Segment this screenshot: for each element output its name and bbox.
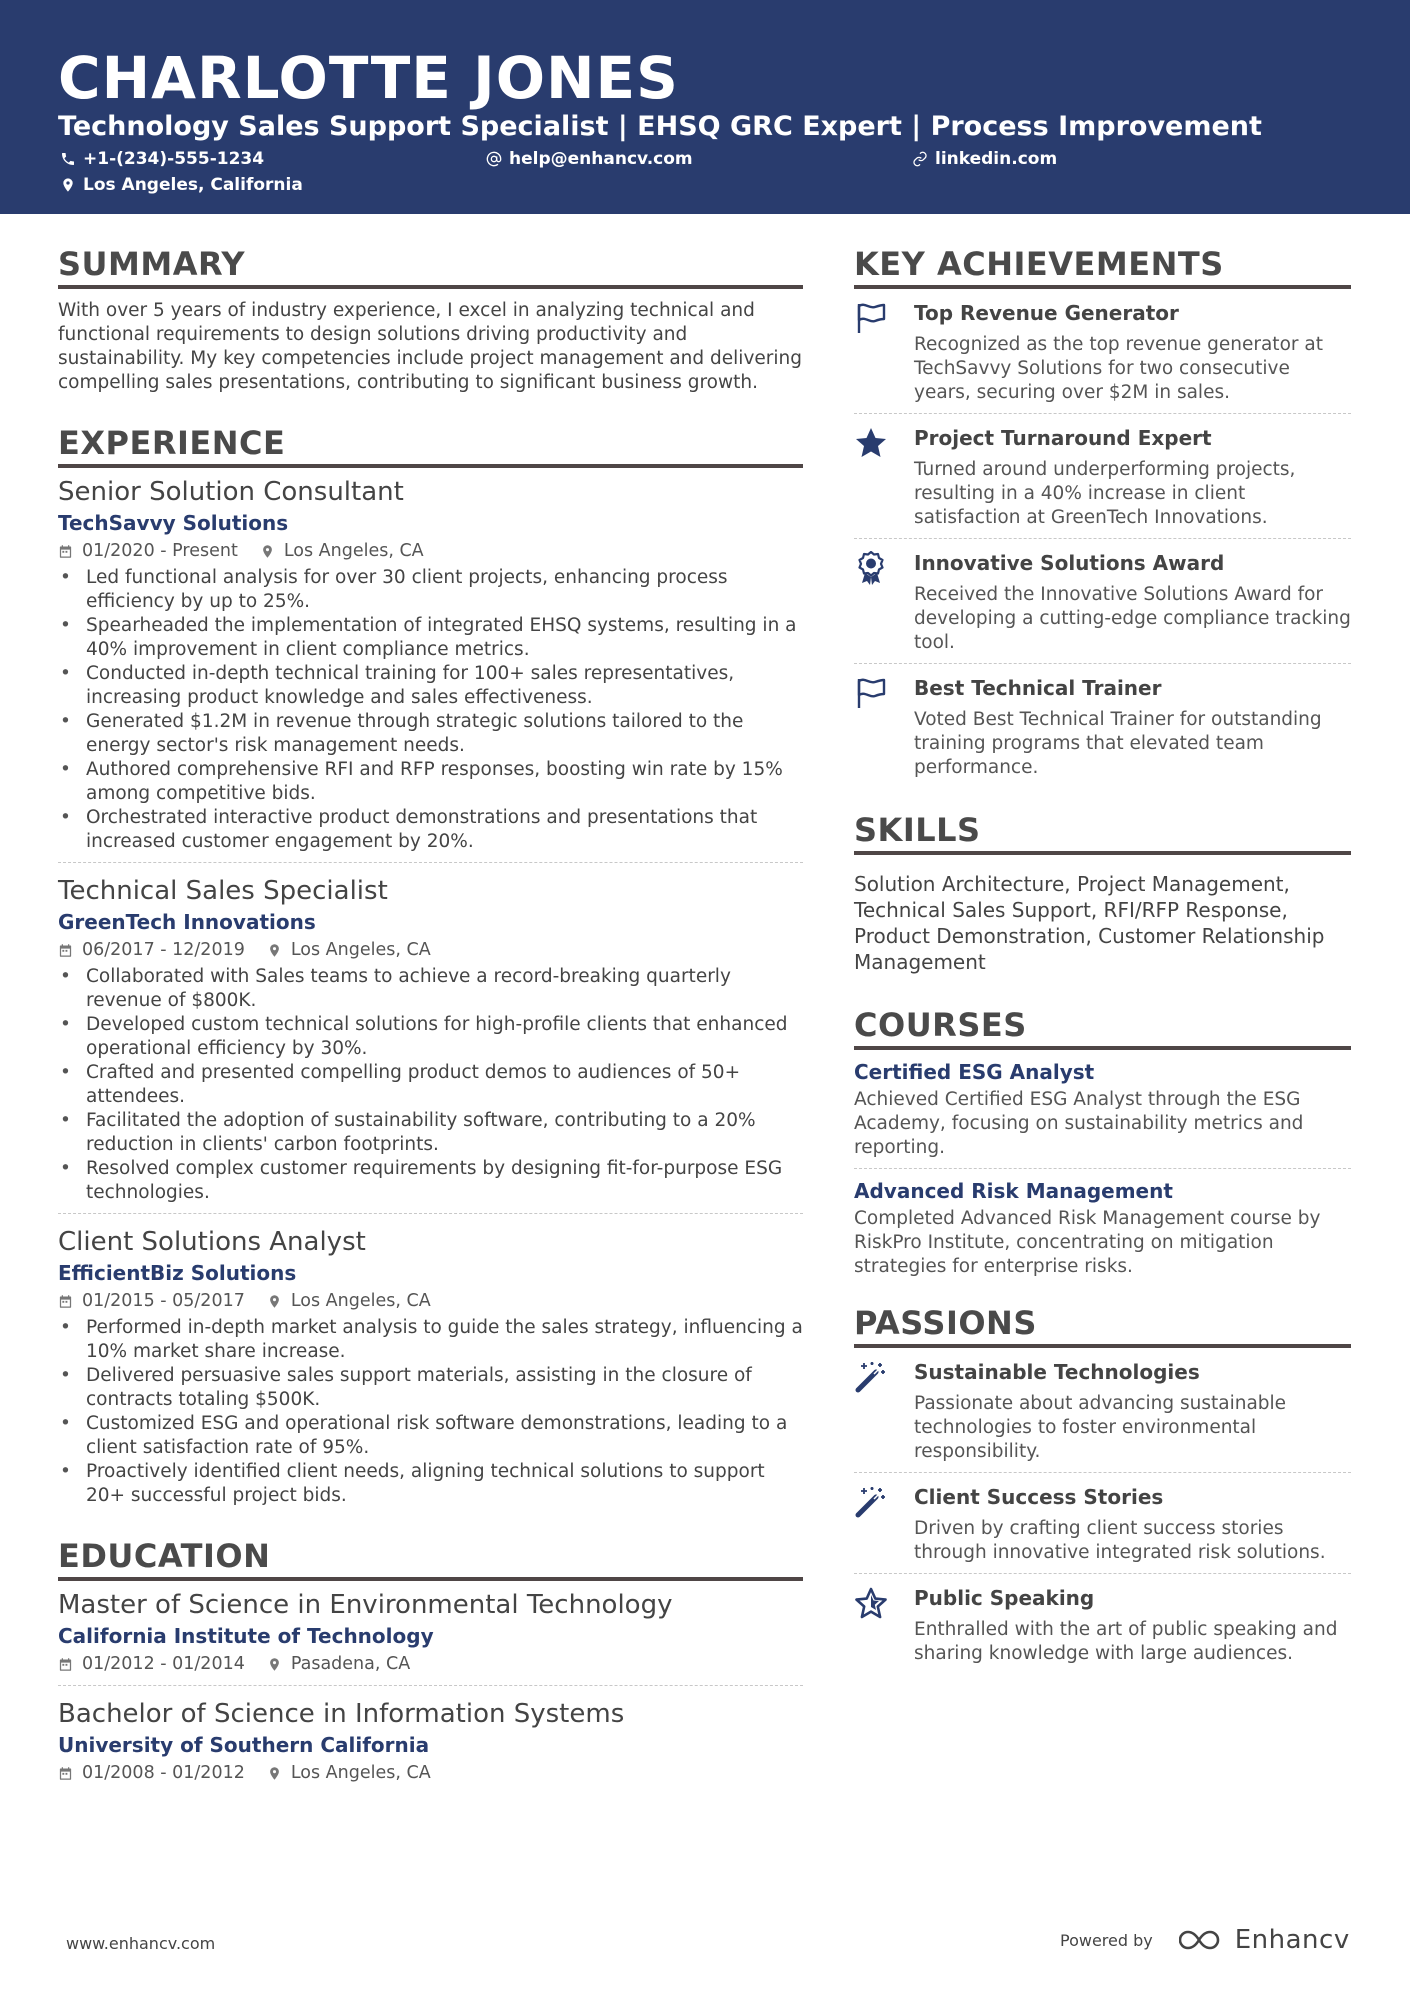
achievement-bullets: [58, 965, 803, 1205]
achievement-entry: [854, 414, 1351, 539]
calendar-icon: [58, 1766, 82, 1781]
map-pin-icon: [267, 943, 291, 958]
phone-contact: [60, 149, 264, 169]
entry-body: [896, 674, 1351, 780]
linkedin-text[interactable]: linkedin.com: [935, 149, 1058, 169]
star-icon: [854, 426, 888, 460]
date-range: 01/2015 - 05/2017: [82, 1291, 245, 1311]
map-pin-icon: [260, 544, 284, 559]
date-range: 01/2008 - 01/2012: [82, 1763, 245, 1783]
course-entry: [854, 1050, 1351, 1169]
achievement-bullets: [58, 566, 803, 854]
entry-description: Passionate about advancing sustainable technologies to foster environmental responsibility.: [914, 1393, 1287, 1462]
course-title: Advanced Risk Management: [854, 1179, 1173, 1203]
location-text: Los Angeles, CA: [290, 1291, 431, 1311]
entry-description: Driven by crafting client success stories through innovative integrated risk solutions.: [914, 1518, 1326, 1563]
bullet-item: • Crafted and presented compelling product demos to audiences of 50+ attendees.: [58, 1061, 803, 1109]
entry-body: [896, 299, 1351, 405]
bullet-item: • Delivered persuasive sales support materials, assisting in the closure of contracts totaling $500K.: [58, 1364, 803, 1412]
experience-entry: [58, 862, 803, 1213]
entry-title: Best Technical Trainer: [914, 676, 1162, 700]
location-text: Pasadena, CA: [290, 1654, 411, 1674]
phone-icon: [60, 151, 76, 167]
date-location-row: [58, 1651, 803, 1677]
date-range: 06/2017 - 12/2019: [82, 940, 245, 960]
location-text: Los Angeles, CA: [283, 541, 424, 561]
courses-heading: COURSES: [854, 1005, 1351, 1050]
entry-description: Enthralled with the art of public speaking and sharing knowledge with large audiences.: [914, 1619, 1338, 1664]
calendar-icon: [58, 1657, 82, 1672]
date-range: 01/2012 - 01/2014: [82, 1654, 245, 1674]
magic-wand-icon: [854, 1485, 888, 1519]
location-text: Los Angeles, CA: [290, 1763, 431, 1783]
course-entry: [854, 1169, 1351, 1287]
candidate-title: Technology Sales Support Specialist | EHSQ GRC Expert | Process Improvement: [58, 111, 1262, 142]
brand-name: Enhancv: [1234, 1925, 1350, 1955]
passion-entry: [854, 1348, 1351, 1473]
location: [260, 538, 424, 564]
job-title: Senior Solution Consultant: [58, 477, 404, 507]
entry-description: Received the Innovative Solutions Award for developing a cutting-edge compliance tracking tool.: [914, 584, 1351, 653]
calendar-icon: [58, 1294, 82, 1309]
experience-list: [58, 476, 803, 1516]
icon-wrap: [854, 1584, 896, 1666]
bullet-item: • Orchestrated interactive product demonstrations and presentations that increased customer engagement by 20%.: [58, 806, 803, 854]
summary-heading: SUMMARY: [58, 244, 803, 289]
right-column: [854, 244, 1351, 1674]
bullet-item: • Developed custom technical solutions for high-profile clients that enhanced operational efficiency by 30%.: [58, 1013, 803, 1061]
star-outline-icon: [854, 1586, 888, 1620]
education-heading: EDUCATION: [58, 1536, 803, 1581]
entry-title: Client Success Stories: [914, 1485, 1164, 1509]
icon-wrap: [854, 299, 896, 405]
magic-wand-icon: [854, 1360, 888, 1394]
education-list: [58, 1589, 803, 1794]
entry-body: [896, 1483, 1351, 1565]
course-description: Achieved Certified ESG Analyst through the ESG Academy, focusing on sustainability metrics and reporting.: [854, 1089, 1304, 1158]
bullet-item: • Spearheaded the implementation of integrated EHSQ systems, resulting in a 40% improvement in client compliance metrics.: [58, 614, 803, 662]
map-pin-icon: [267, 1766, 291, 1781]
bullet-item: • Conducted in-depth technical training for 100+ sales representatives, increasing product knowledge and sales effectiveness.: [58, 662, 803, 710]
entry-description: Recognized as the top revenue generator at TechSavvy Solutions for two consecutive years, securing over $2M in sales.: [914, 334, 1323, 403]
entry-body: [896, 424, 1351, 530]
skills-text: Solution Architecture, Project Management, Technical Sales Support, RFI/RFP Response, Product Demonstration, Customer Relationship Management: [854, 872, 1325, 974]
bullet-item: • Authored comprehensive RFI and RFP responses, boosting win rate by 15% among competitive bids.: [58, 758, 803, 806]
bullet-item: • Customized ESG and operational risk software demonstrations, leading to a client satisfaction rate of 95%.: [58, 1412, 803, 1460]
passions-list: [854, 1348, 1351, 1674]
course-description: Completed Advanced Risk Management course by RiskPro Institute, concentrating on mitigation strategies for enterprise risks.: [854, 1208, 1321, 1277]
school-name: California Institute of Technology: [58, 1624, 434, 1648]
resume-header: [0, 0, 1410, 214]
passion-entry: [854, 1574, 1351, 1674]
location: [267, 1288, 431, 1314]
courses-list: [854, 1050, 1351, 1287]
entry-title: Public Speaking: [914, 1586, 1095, 1610]
candidate-name: CHARLOTTE JONES: [58, 44, 679, 112]
phone-text: +1-(234)-555-1234: [83, 149, 265, 169]
summary-text: With over 5 years of industry experience, I excel in analyzing technical and functional requirements to design solutions driving productivity and sustainability. My key competencies include project management and delivering compelling sales presentations, contributing to significant business growth.: [58, 300, 802, 393]
company-name: TechSavvy Solutions: [58, 511, 289, 535]
achievement-entry: [854, 539, 1351, 664]
course-title: Certified ESG Analyst: [854, 1060, 1095, 1084]
entry-description: Turned around underperforming projects, resulting in a 40% increase in client satisfaction at GreenTech Innovations.: [914, 459, 1296, 528]
location: [267, 1651, 410, 1677]
bullet-item: • Collaborated with Sales teams to achieve a record-breaking quarterly revenue of $800K.: [58, 965, 803, 1013]
entry-title: Top Revenue Generator: [914, 301, 1179, 325]
bullet-item: • Proactively identified client needs, aligning technical solutions to support 20+ successful project bids.: [58, 1460, 803, 1508]
location: [267, 937, 431, 963]
job-title: Technical Sales Specialist: [58, 876, 388, 906]
entry-body: [896, 549, 1351, 655]
icon-wrap: [854, 549, 896, 655]
calendar-icon: [58, 943, 82, 958]
location: [267, 1760, 431, 1786]
achievement-entry: [854, 289, 1351, 414]
passion-entry: [854, 1473, 1351, 1574]
skills-heading: SKILLS: [854, 810, 1351, 855]
entry-body: [896, 1584, 1351, 1666]
link-icon: [912, 151, 928, 167]
footer-branding: [1060, 1925, 1350, 1955]
achievements-list: [854, 289, 1351, 788]
date-location-row: [58, 1288, 803, 1314]
degree-title: Bachelor of Science in Information Systems: [58, 1699, 625, 1729]
achievements-heading: KEY ACHIEVEMENTS: [854, 244, 1351, 289]
entry-body: [896, 1358, 1351, 1464]
company-name: GreenTech Innovations: [58, 910, 316, 934]
footer-website[interactable]: www.enhancv.com: [66, 1934, 216, 1953]
enhancv-logo-icon: [1179, 1928, 1225, 1952]
achievement-bullets: [58, 1316, 803, 1508]
map-pin-icon: [267, 1657, 291, 1672]
left-column: [58, 244, 803, 1794]
entry-description: Voted Best Technical Trainer for outstanding training programs that elevated team performance.: [914, 709, 1322, 778]
experience-entry: [58, 476, 803, 862]
flag-icon: [854, 676, 888, 710]
bullet-item: • Resolved complex customer requirements by designing fit-for-purpose ESG technologies.: [58, 1157, 803, 1205]
icon-wrap: [854, 674, 896, 780]
email-text[interactable]: help@enhancv.com: [509, 149, 693, 169]
location-text: Los Angeles, California: [83, 175, 303, 195]
achievement-entry: [854, 664, 1351, 788]
date-location-row: [58, 937, 803, 963]
school-name: University of Southern California: [58, 1733, 430, 1757]
entry-title: Sustainable Technologies: [914, 1360, 1200, 1384]
date-location-row: [58, 1760, 803, 1786]
degree-title: Master of Science in Environmental Technology: [58, 1590, 673, 1620]
map-pin-icon: [267, 1294, 291, 1309]
experience-entry: [58, 1213, 803, 1516]
bullet-item: • Performed in-depth market analysis to guide the sales strategy, influencing a 10% market share increase.: [58, 1316, 803, 1364]
flag-icon: [854, 301, 888, 335]
powered-by-text: Powered by: [1060, 1930, 1153, 1950]
at-sign-icon: [486, 151, 502, 167]
icon-wrap: [854, 1358, 896, 1464]
location-contact: [60, 175, 303, 195]
job-title: Client Solutions Analyst: [58, 1227, 366, 1257]
education-entry: [58, 1589, 803, 1685]
entry-title: Project Turnaround Expert: [914, 426, 1212, 450]
education-entry: [58, 1685, 803, 1794]
bullet-item: • Led functional analysis for over 30 client projects, enhancing process efficiency by up to 25%.: [58, 566, 803, 614]
bullet-item: • Facilitated the adoption of sustainability software, contributing to a 20% reduction in clients' carbon footprints.: [58, 1109, 803, 1157]
email-contact[interactable]: [486, 149, 693, 169]
company-name: EfficientBiz Solutions: [58, 1261, 297, 1285]
date-location-row: [58, 538, 803, 564]
award-ribbon-icon: [854, 551, 888, 585]
linkedin-contact[interactable]: [912, 149, 1057, 169]
bullet-item: • Generated $1.2M in revenue through strategic solutions tailored to the energy sector's risk management needs.: [58, 710, 803, 758]
date-range: 01/2020 - Present: [82, 541, 238, 561]
passions-heading: PASSIONS: [854, 1303, 1351, 1348]
experience-heading: EXPERIENCE: [58, 423, 803, 468]
entry-title: Innovative Solutions Award: [914, 551, 1225, 575]
icon-wrap: [854, 424, 896, 530]
map-pin-icon: [60, 177, 76, 193]
icon-wrap: [854, 1483, 896, 1565]
location-text: Los Angeles, CA: [290, 940, 431, 960]
calendar-icon: [58, 544, 82, 559]
